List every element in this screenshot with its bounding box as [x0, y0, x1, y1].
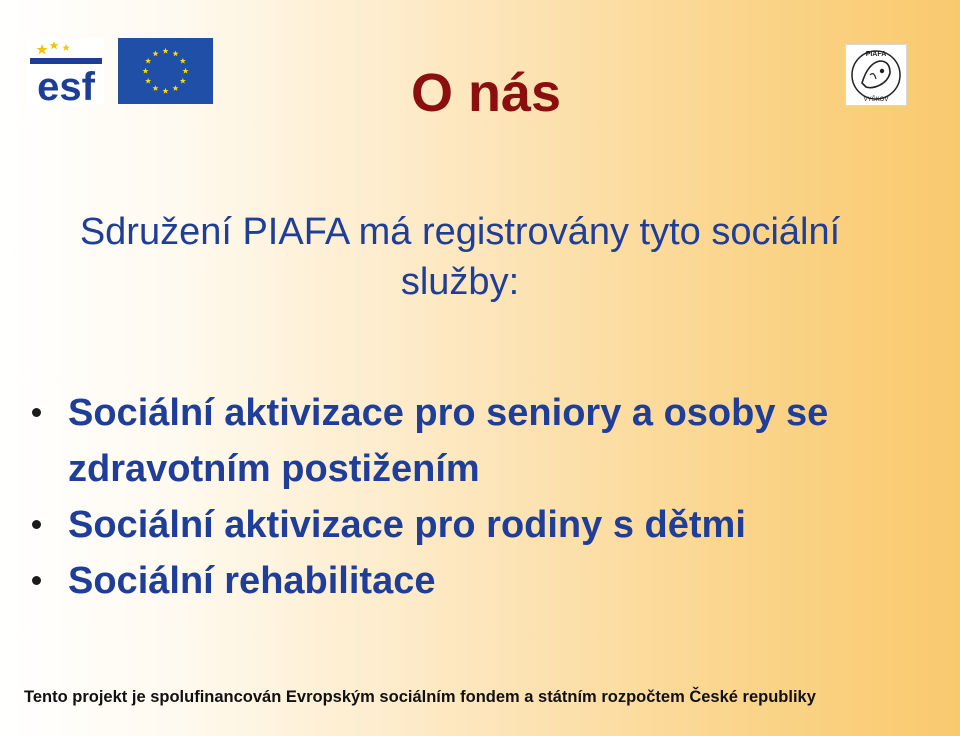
bullet-icon: [32, 408, 41, 417]
bullet-icon: [32, 576, 41, 585]
service-label: Sociální rehabilitace: [68, 560, 436, 602]
slide-subtitle: Sdružení PIAFA má registrovány tyto sociální služby:: [79, 211, 841, 303]
service-label: Sociální aktivizace pro rodiny s dětmi: [68, 504, 746, 546]
esf-logo-text: esf: [37, 65, 95, 104]
slide-title: O nás: [410, 63, 562, 123]
piafa-logo-bottom-text: VYŠKOV: [863, 97, 889, 103]
bullet-icon: [32, 520, 41, 529]
footer-note: Tento projekt je spolufinancován Evropským sociálním fondem a státním rozpočtem České republiky: [24, 688, 816, 706]
service-item: [30, 497, 930, 553]
service-item: [30, 385, 930, 497]
piafa-logo-top-text: PIAFA: [865, 51, 887, 58]
service-item: [30, 553, 930, 609]
service-label: Sociální aktivizace pro seniory a osoby se zdravotním postižením: [68, 392, 829, 490]
services-list: [30, 385, 930, 609]
